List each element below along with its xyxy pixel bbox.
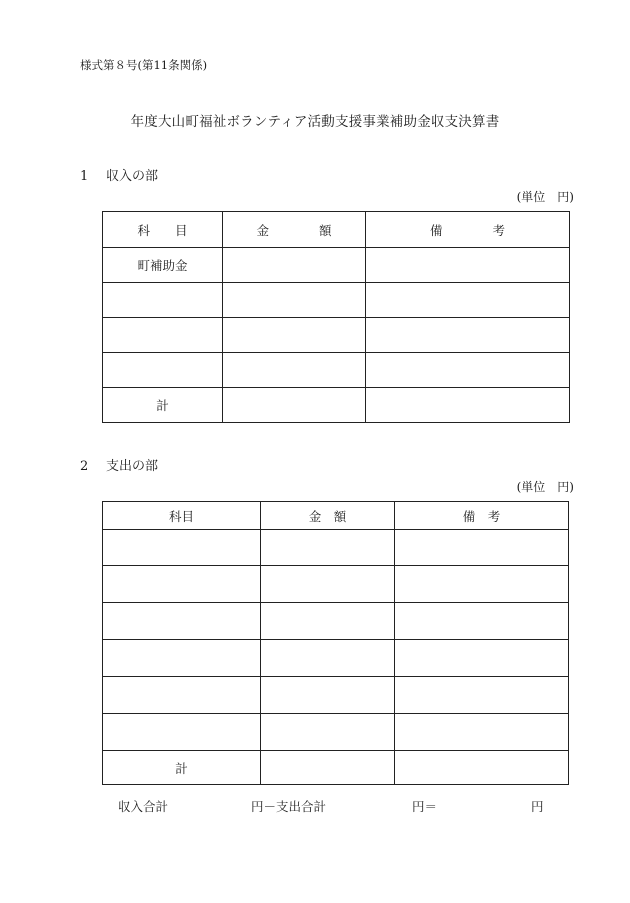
expense-amount-cell[interactable] xyxy=(261,566,395,603)
table-row xyxy=(103,283,570,318)
income-total-label: 計 xyxy=(103,388,223,423)
income-col-note-header: 備 考 xyxy=(366,212,570,248)
expense-total-label: 計 xyxy=(103,751,261,785)
income-item-cell[interactable] xyxy=(103,353,223,388)
expense-section-title: 支出の部 xyxy=(106,459,159,474)
expense-item-cell[interactable] xyxy=(103,677,261,714)
income-note-cell[interactable] xyxy=(366,248,570,283)
income-note-cell[interactable] xyxy=(366,353,570,388)
income-item-cell[interactable] xyxy=(103,318,223,353)
expense-item-cell[interactable] xyxy=(103,640,261,677)
expense-note-cell[interactable] xyxy=(395,530,569,566)
table-row xyxy=(103,353,570,388)
expense-col-item-header: 科目 xyxy=(103,502,261,530)
income-total-note-cell[interactable] xyxy=(366,388,570,423)
income-section-title: 収入の部 xyxy=(106,169,159,184)
table-row xyxy=(103,248,570,283)
expense-amount-cell[interactable] xyxy=(261,714,395,751)
expense-item-cell[interactable] xyxy=(103,714,261,751)
expense-item-cell[interactable] xyxy=(103,530,261,566)
expense-amount-cell[interactable] xyxy=(261,640,395,677)
expense-unit-label: (単位 円) xyxy=(516,480,574,494)
income-amount-cell[interactable] xyxy=(223,318,366,353)
summary-yen-minus-label: 円－支出合計 xyxy=(251,799,327,814)
expense-amount-cell[interactable] xyxy=(261,677,395,714)
expense-col-amount-header: 金 額 xyxy=(261,502,395,530)
income-table xyxy=(102,211,570,423)
table-row xyxy=(103,566,569,603)
income-unit-label: (単位 円) xyxy=(516,190,574,204)
expense-note-cell[interactable] xyxy=(395,640,569,677)
income-section-heading xyxy=(80,165,158,184)
expense-section-number: 2 xyxy=(80,459,89,474)
expense-section-heading xyxy=(80,455,158,474)
expense-item-cell[interactable] xyxy=(103,566,261,603)
table-row xyxy=(103,318,570,353)
summary-yen-label: 円 xyxy=(531,799,544,814)
income-total-row xyxy=(103,388,570,423)
income-note-cell[interactable] xyxy=(366,318,570,353)
income-col-amount-header: 金 額 xyxy=(223,212,366,248)
expense-amount-cell[interactable] xyxy=(261,530,395,566)
expense-note-cell[interactable] xyxy=(395,677,569,714)
table-row xyxy=(103,714,569,751)
income-item-cell[interactable] xyxy=(103,283,223,318)
expense-col-note-header: 備 考 xyxy=(395,502,569,530)
table-row xyxy=(103,640,569,677)
income-amount-cell[interactable] xyxy=(223,283,366,318)
table-row xyxy=(103,677,569,714)
income-item-cell[interactable]: 町補助金 xyxy=(103,248,223,283)
income-col-item-header: 科 目 xyxy=(103,212,223,248)
income-header-row xyxy=(103,212,570,248)
expense-total-amount-cell[interactable] xyxy=(261,751,395,785)
expense-amount-cell[interactable] xyxy=(261,603,395,640)
income-amount-cell[interactable] xyxy=(223,248,366,283)
expense-total-row xyxy=(103,751,569,785)
expense-note-cell[interactable] xyxy=(395,714,569,751)
income-note-cell[interactable] xyxy=(366,283,570,318)
form-number: 様式第８号(第11条関係) xyxy=(80,58,208,72)
expense-header-row xyxy=(103,502,569,530)
expense-table xyxy=(102,501,569,785)
summary-yen-equals-label: 円＝ xyxy=(412,799,438,814)
expense-note-cell[interactable] xyxy=(395,566,569,603)
table-row xyxy=(103,530,569,566)
expense-item-cell[interactable] xyxy=(103,603,261,640)
table-row xyxy=(103,603,569,640)
income-amount-cell[interactable] xyxy=(223,353,366,388)
expense-note-cell[interactable] xyxy=(395,603,569,640)
income-total-amount-cell[interactable] xyxy=(223,388,366,423)
document-title: 年度大山町福祉ボランティア活動支援事業補助金収支決算書 xyxy=(130,114,500,130)
income-section-number: 1 xyxy=(80,169,89,184)
expense-total-note-cell[interactable] xyxy=(395,751,569,785)
summary-income-total-label: 収入合計 xyxy=(118,799,169,814)
